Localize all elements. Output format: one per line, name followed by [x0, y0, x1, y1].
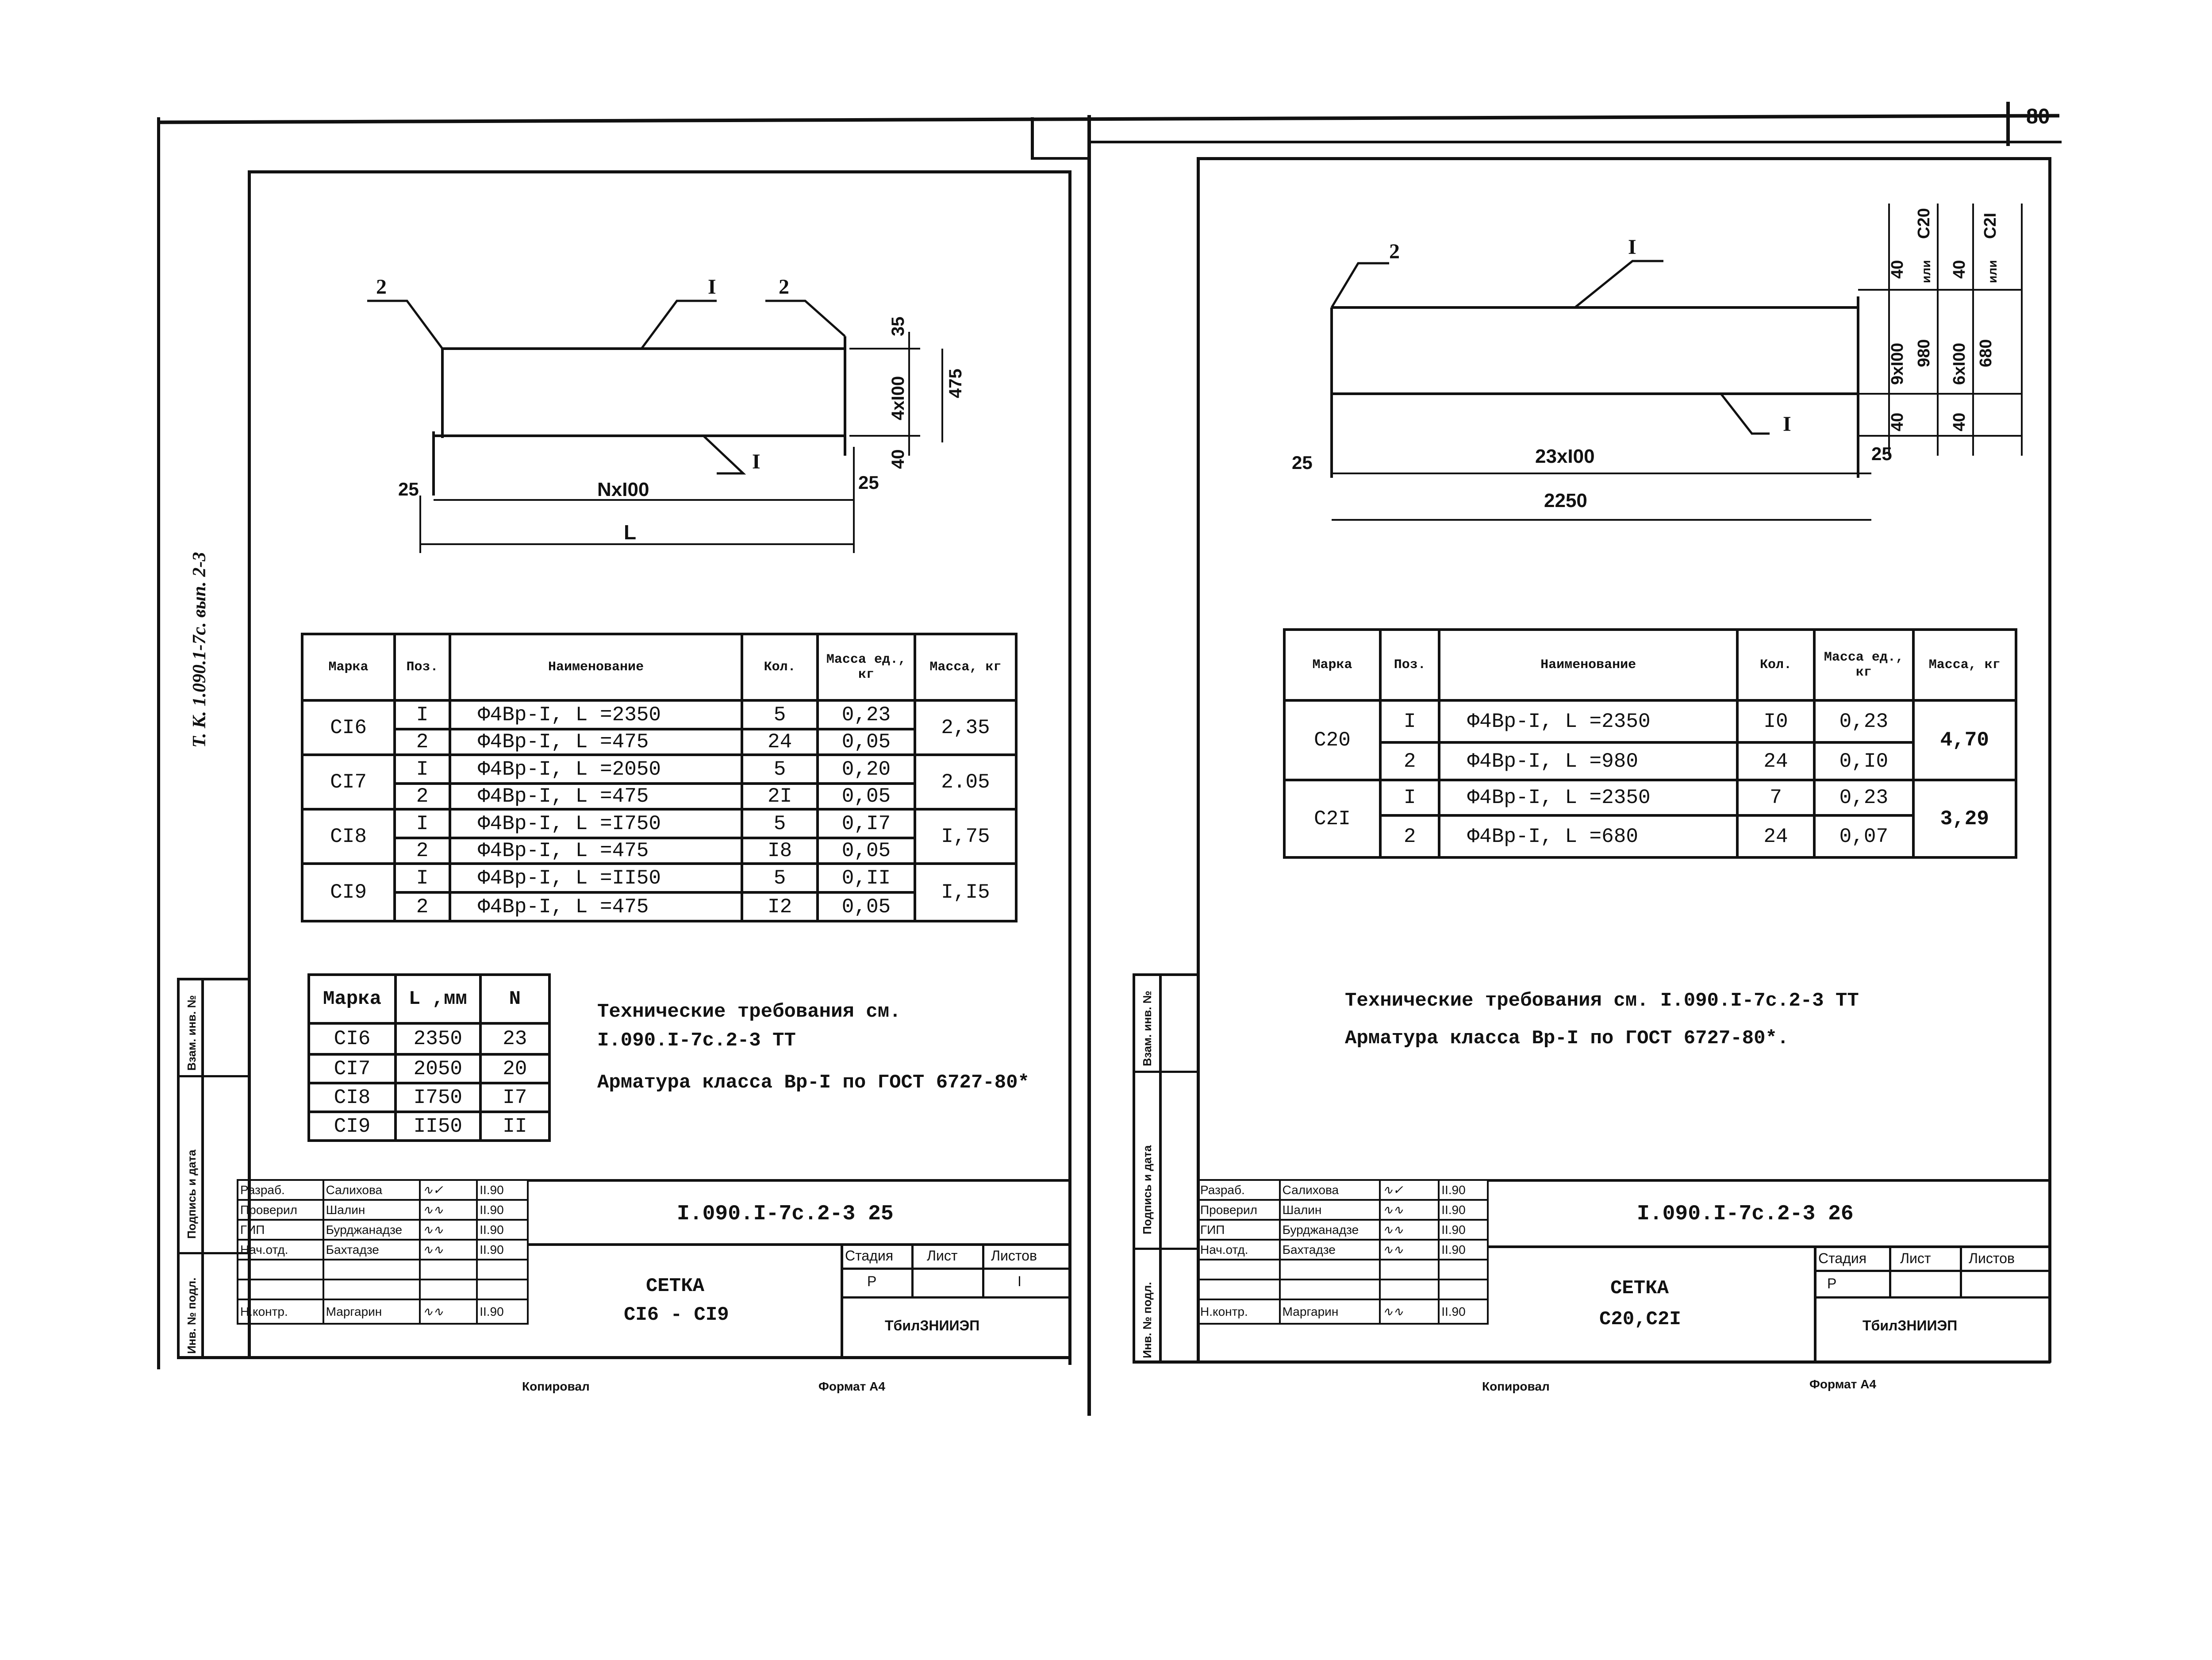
cell-name: Φ4Вр-I, L =2050: [450, 755, 742, 784]
r-dim-or-2: или: [1985, 260, 1999, 283]
cell-pos: 2: [395, 892, 450, 921]
cell-total: 4,70: [1913, 700, 2016, 780]
cell-qty: 2I: [742, 784, 818, 809]
left-title-block-grid: [237, 1179, 529, 1325]
tb-date: II.90: [477, 1240, 528, 1260]
side-strip-line: [177, 978, 180, 1358]
cell-mark: CI7: [302, 755, 395, 809]
title-row: [238, 1260, 528, 1280]
side-box-inv: Инв. № подл.: [185, 1277, 198, 1354]
label-pos2-left: 2: [376, 275, 387, 299]
tb-role: Н.контр.: [1198, 1299, 1280, 1324]
r-dim-c21-bottom: 40: [1950, 412, 1969, 431]
th-n: N: [480, 975, 549, 1023]
left-title-line1: СЕТКА: [646, 1275, 705, 1297]
cell-name: Φ4Вр-I, L =680: [1439, 815, 1737, 857]
tb-signature: ∿✓: [1380, 1180, 1439, 1200]
left-outer-edge: [157, 117, 160, 1369]
tb-signature: ∿∿: [1380, 1220, 1439, 1240]
cell-name: Φ4Вр-I, L =II50: [450, 864, 742, 892]
tb-date: II.90: [477, 1180, 528, 1200]
cell-length: I750: [396, 1083, 480, 1112]
tb-signature: ∿∿: [1380, 1200, 1439, 1220]
tb-date: [477, 1280, 528, 1299]
right-sheet-label: Лист: [1900, 1250, 1931, 1266]
side-strip-line2: [201, 978, 204, 1358]
left-tb-vert: [841, 1243, 843, 1356]
page-number-divider: [2006, 102, 2010, 146]
label-pos1-bottom: I: [752, 450, 760, 473]
tb-role: Разраб.: [238, 1180, 323, 1200]
left-tb-div: [529, 1243, 1071, 1246]
title-row: [1198, 1220, 1488, 1240]
leader-1-bottom: [1721, 394, 1770, 434]
tb-name: Шалин: [323, 1200, 420, 1220]
left-sheet-label: Лист: [927, 1248, 958, 1264]
side-strip-div1: [177, 1075, 248, 1077]
r-dim-c21-top: 40: [1950, 260, 1969, 279]
cell-name: Φ4Вр-I, L =475: [450, 784, 742, 809]
cell-mark: C20: [1284, 700, 1380, 780]
tb-role: Проверил: [1198, 1200, 1280, 1220]
tb-name: [1280, 1280, 1380, 1299]
right-title-block-grid: [1197, 1179, 1489, 1325]
cell-pos: 2: [395, 838, 450, 864]
tb-name: Маргарин: [1280, 1299, 1380, 1324]
cell-pos: 2: [1380, 742, 1440, 780]
dim-left-margin: 25: [398, 479, 419, 500]
r-label-pos1-bottom: I: [1783, 412, 1791, 436]
dim-top-offset: 35: [888, 316, 908, 336]
left-frame-bottom: [177, 1356, 1071, 1359]
th-mark: Марка: [302, 634, 395, 700]
cell-length: 2050: [396, 1054, 480, 1083]
right-frame-bottom: [1133, 1360, 2051, 1364]
cell-length: II50: [396, 1112, 480, 1141]
label-pos2-right: 2: [779, 275, 789, 299]
right-tb-top: [1489, 1179, 2051, 1182]
outer-top-line-right: [1088, 141, 2062, 143]
cell-pos: 2: [395, 784, 450, 809]
table-row: [302, 700, 1016, 729]
cell-unit: 0,05: [818, 784, 915, 809]
dim-spacing: 4xI00: [888, 376, 908, 420]
r-dim-c20-spacing: 9xI00: [1888, 342, 1907, 385]
leader-2-right: [765, 301, 845, 336]
r-dim-c21-height: 680: [1977, 339, 1995, 367]
cell-qty: 5: [742, 700, 818, 729]
tb-date: II.90: [477, 1299, 528, 1324]
th-mass: Масса, кг: [915, 634, 1016, 700]
table-row: [302, 784, 1016, 809]
title-row: [1198, 1260, 1488, 1280]
cell-pos: I: [395, 864, 450, 892]
left-tb-stage-line2: [841, 1296, 1071, 1299]
tb-role: [1198, 1260, 1280, 1280]
tb-role: [238, 1260, 323, 1280]
dim-right-margin: 25: [858, 472, 879, 493]
tb-date: II.90: [1439, 1200, 1488, 1220]
title-row: [238, 1180, 528, 1200]
left-stage-value: Р: [867, 1273, 877, 1289]
table-row: [302, 838, 1016, 864]
side-box-replace: Взам. инв. №: [185, 995, 198, 1071]
cell-total: I,75: [915, 809, 1016, 864]
right-sheets-label: Листов: [1969, 1250, 2015, 1266]
left-tb-stage-v1: [911, 1243, 914, 1296]
cell-total: I,I5: [915, 864, 1016, 921]
right-side-strip-1: [1133, 973, 1135, 1363]
tb-role: Н.контр.: [238, 1299, 323, 1324]
tb-role: Нач.отд.: [238, 1240, 323, 1260]
tb-name: [323, 1260, 420, 1280]
left-frame-right: [1068, 170, 1071, 1365]
table-row: [1284, 742, 2016, 780]
dim-height: 475: [946, 369, 965, 398]
right-side-strip-div2: [1133, 1248, 1199, 1250]
r-dim-left-margin: 25: [1292, 452, 1313, 473]
right-org: ТбилЗНИИЭП: [1863, 1318, 1958, 1333]
cell-pos: I: [395, 755, 450, 784]
tb-name: [1280, 1260, 1380, 1280]
r-dim-right-margin: 25: [1871, 443, 1892, 464]
tb-date: II.90: [1439, 1240, 1488, 1260]
cell-total: 2.05: [915, 755, 1016, 809]
cell-total: 3,29: [1913, 780, 2016, 857]
leader-1-bottom: [703, 436, 743, 473]
title-row: [238, 1280, 528, 1299]
left-note-3: Арматура класса Вр-I по ГОСТ 6727-80*: [597, 1072, 1029, 1094]
th-pos: Поз.: [395, 634, 450, 700]
title-row: [238, 1200, 528, 1220]
tb-name: Шалин: [1280, 1200, 1380, 1220]
tb-name: Бахтадзе: [323, 1240, 420, 1260]
right-side-box-replace: Взам. инв. №: [1141, 991, 1154, 1066]
cell-mark: CI8: [302, 809, 395, 864]
th-mark: Марка: [1284, 630, 1380, 700]
right-side-strip-2: [1159, 973, 1162, 1363]
cell-qty: 5: [742, 755, 818, 784]
right-tb-vert: [1814, 1245, 1816, 1360]
cell-name: Φ4Вр-I, L =I750: [450, 809, 742, 838]
r-dim-or-1: или: [1919, 260, 1933, 283]
left-frame-left: [248, 170, 251, 1356]
cell-pos: I: [395, 700, 450, 729]
cell-n: 23: [480, 1023, 549, 1054]
cell-pos: 2: [1380, 815, 1440, 857]
cell-mark: CI9: [302, 864, 395, 921]
right-frame-right: [2048, 157, 2051, 1363]
table-row: [302, 864, 1016, 892]
cell-total: 2,35: [915, 700, 1016, 755]
tb-role: Проверил: [238, 1200, 323, 1220]
tb-signature: ∿∿: [420, 1299, 477, 1324]
left-footer-format: Формат А4: [818, 1379, 885, 1393]
left-sheets-value: I: [1018, 1273, 1022, 1289]
leader-2: [1332, 263, 1389, 307]
tb-date: [1439, 1280, 1488, 1299]
left-frame-top: [248, 170, 1071, 173]
table-row: [302, 729, 1016, 755]
r-dim-c20-bottom: 40: [1888, 412, 1907, 431]
left-org: ТбилЗНИИЭП: [885, 1318, 980, 1333]
table-row: [1284, 780, 2016, 815]
left-tb-stage-v2: [982, 1243, 984, 1296]
cell-pos: 2: [395, 729, 450, 755]
th-length: L ,мм: [396, 975, 480, 1023]
cell-unit: 0,23: [1814, 780, 1913, 815]
th-name: Наименование: [1439, 630, 1737, 700]
cell-qty: 5: [742, 864, 818, 892]
right-side-strip-div1: [1133, 1071, 1199, 1073]
left-mesh-drawing: [354, 265, 995, 575]
right-title-line2: C20,C2I: [1599, 1308, 1681, 1330]
cell-mark: CI6: [302, 700, 395, 755]
cell-name: Φ4Вр-I, L =2350: [1439, 780, 1737, 815]
r-dim-c21-label: C2I: [1981, 212, 2000, 239]
cell-name: Φ4Вр-I, L =2350: [1439, 700, 1737, 742]
right-footer-format: Формат А4: [1809, 1377, 1876, 1391]
cell-unit: 0,07: [1814, 815, 1913, 857]
tb-name: [323, 1280, 420, 1299]
cell-pos: I: [1380, 700, 1440, 742]
title-row: [1198, 1299, 1488, 1324]
side-box-signature: Подпись и дата: [185, 1149, 198, 1239]
tb-signature: ∿∿: [420, 1200, 477, 1220]
cell-qty: 24: [1737, 742, 1814, 780]
cell-mark: CI8: [309, 1083, 396, 1112]
right-tb-stage-line: [1814, 1270, 2051, 1272]
table-row: [309, 1112, 549, 1141]
cell-qty: 7: [1737, 780, 1814, 815]
cell-n: II: [480, 1112, 549, 1141]
right-stage-value: Р: [1827, 1276, 1837, 1291]
th-mark: Марка: [309, 975, 396, 1023]
th-unit-mass: Масса ед., кг: [1814, 630, 1913, 700]
cell-n: I7: [480, 1083, 549, 1112]
title-row: [1198, 1280, 1488, 1299]
left-stage-label: Стадия: [845, 1248, 894, 1264]
r-label-pos2: 2: [1389, 240, 1400, 263]
cell-unit: 0,05: [818, 892, 915, 921]
center-fold-line: [1087, 115, 1091, 1416]
table-row: [302, 809, 1016, 838]
tb-name: Салихова: [1280, 1180, 1380, 1200]
cell-unit: 0,I0: [1814, 742, 1913, 780]
table-row: [1284, 700, 2016, 742]
cell-pos: I: [1380, 780, 1440, 815]
th-mass: Масса, кг: [1913, 630, 2016, 700]
r-dim-length: 2250: [1544, 490, 1587, 511]
cell-qty: 5: [742, 809, 818, 838]
right-spec-table: [1283, 628, 2017, 859]
title-row: [238, 1240, 528, 1260]
tb-role: [1198, 1280, 1280, 1299]
cell-name: Φ4Вр-I, L =475: [450, 729, 742, 755]
cell-qty: 24: [742, 729, 818, 755]
r-dim-c20-label: C20: [1915, 208, 1933, 239]
left-tb-top: [529, 1179, 1071, 1182]
cell-unit: 0,05: [818, 729, 915, 755]
tb-date: [1439, 1260, 1488, 1280]
cell-qty: I2: [742, 892, 818, 921]
cell-unit: 0,II: [818, 864, 915, 892]
cell-unit: 0,20: [818, 755, 915, 784]
tb-signature: ∿✓: [420, 1180, 477, 1200]
left-spec-table: [301, 633, 1018, 922]
leader-2-left: [367, 301, 442, 349]
title-row: [1198, 1240, 1488, 1260]
tb-signature: ∿∿: [1380, 1299, 1439, 1324]
right-stage-label: Стадия: [1818, 1250, 1867, 1266]
cell-mark: CI7: [309, 1054, 396, 1083]
th-unit-mass: Масса ед., кг: [818, 634, 915, 700]
tb-signature: ∿∿: [420, 1240, 477, 1260]
left-note-2: I.090.I-7с.2-3 ТТ: [597, 1030, 796, 1052]
right-tb-stage-v1: [1889, 1245, 1891, 1296]
right-note-2: Арматура класса Вр-I по ГОСТ 6727-80*.: [1345, 1027, 1789, 1049]
tb-role: ГИП: [1198, 1220, 1280, 1240]
dim-bottom-offset: 40: [888, 449, 908, 469]
cell-name: Φ4Вр-I, L =475: [450, 838, 742, 864]
side-stamp: Т. К. 1.090.1-7с. вып. 2-3: [189, 552, 210, 748]
right-footer-copied: Копировал: [1482, 1379, 1550, 1393]
left-sheets-label: Листов: [991, 1248, 1037, 1264]
cell-name: Φ4Вр-I, L =980: [1439, 742, 1737, 780]
right-side-box-inv: Инв. № подл.: [1141, 1282, 1154, 1358]
cell-mark: CI9: [309, 1112, 396, 1141]
title-row: [1198, 1200, 1488, 1220]
label-pos1-top: I: [708, 275, 716, 299]
cell-unit: 0,23: [1814, 700, 1913, 742]
tb-name: Бурджанадзе: [1280, 1220, 1380, 1240]
tb-name: Салихова: [323, 1180, 420, 1200]
cell-qty: I0: [1737, 700, 1814, 742]
right-title-line1: СЕТКА: [1610, 1277, 1669, 1299]
cell-name: Φ4Вр-I, L =475: [450, 892, 742, 921]
th-qty: Кол.: [1737, 630, 1814, 700]
tb-role: ГИП: [238, 1220, 323, 1240]
left-top-stub2: [1031, 157, 1088, 160]
right-tb-stage-line2: [1814, 1296, 2051, 1299]
right-doc-code: I.090.I-7с.2-3 26: [1637, 1202, 1854, 1226]
table-row: [309, 1054, 549, 1083]
left-note-1: Технические требования см.: [597, 1001, 901, 1023]
tb-name: Бурджанадзе: [323, 1220, 420, 1240]
table-row: [309, 1023, 549, 1054]
r-dim-c20-height: 980: [1915, 339, 1933, 367]
tb-date: II.90: [1439, 1180, 1488, 1200]
leader-1-top: [641, 301, 717, 349]
left-footer-copied: Копировал: [522, 1379, 590, 1393]
r-dim-span: 23xI00: [1535, 446, 1595, 467]
tb-date: II.90: [477, 1200, 528, 1220]
right-tb-stage-v2: [1960, 1245, 1962, 1296]
cell-n: 20: [480, 1054, 549, 1083]
table-row: [309, 1083, 549, 1112]
dim-span: NxI00: [597, 479, 649, 500]
tb-date: II.90: [1439, 1299, 1488, 1324]
table-row: [302, 892, 1016, 921]
r-dim-c21-spacing: 6xI00: [1950, 342, 1969, 385]
r-label-pos1-top: I: [1628, 235, 1636, 259]
tb-role: Разраб.: [1198, 1180, 1280, 1200]
outer-top-line: [157, 114, 2059, 124]
r-dim-c20-top: 40: [1888, 260, 1907, 279]
table-row: [302, 755, 1016, 784]
cell-mark: CI6: [309, 1023, 396, 1054]
tb-signature: ∿∿: [420, 1220, 477, 1240]
right-note-1: Технические требования см. I.090.I-7с.2-3 ТТ: [1345, 990, 1859, 1012]
cell-unit: 0,05: [818, 838, 915, 864]
left-top-stub: [1031, 117, 1034, 159]
tb-name: Маргарин: [323, 1299, 420, 1324]
cell-mark: C2I: [1284, 780, 1380, 857]
th-pos: Поз.: [1380, 630, 1440, 700]
title-row: [238, 1299, 528, 1324]
cell-unit: 0,23: [818, 700, 915, 729]
title-row: [238, 1220, 528, 1240]
cell-name: Φ4Вр-I, L =2350: [450, 700, 742, 729]
tb-date: II.90: [1439, 1220, 1488, 1240]
th-name: Наименование: [450, 634, 742, 700]
cell-qty: 24: [1737, 815, 1814, 857]
th-qty: Кол.: [742, 634, 818, 700]
tb-signature: ∿∿: [1380, 1240, 1439, 1260]
tb-role: [238, 1280, 323, 1299]
dim-length-label: L: [624, 521, 637, 544]
table-row: [1284, 815, 2016, 857]
left-tb-stage-line: [841, 1268, 1071, 1270]
cell-qty: I8: [742, 838, 818, 864]
right-side-strip-top: [1133, 973, 1199, 976]
left-marks-table: [307, 973, 551, 1142]
right-frame-top: [1197, 157, 2051, 160]
leader-1-top: [1575, 261, 1663, 307]
right-tb-div: [1489, 1245, 2051, 1248]
tb-date: [477, 1260, 528, 1280]
cell-unit: 0,I7: [818, 809, 915, 838]
tb-name: Бахтадзе: [1280, 1240, 1380, 1260]
tb-role: Нач.отд.: [1198, 1240, 1280, 1260]
right-side-box-signature: Подпись и дата: [1141, 1145, 1154, 1234]
title-row: [1198, 1180, 1488, 1200]
side-strip-top: [177, 978, 248, 980]
cell-pos: I: [395, 809, 450, 838]
cell-length: 2350: [396, 1023, 480, 1054]
left-title-line2: CI6 - CI9: [624, 1304, 729, 1326]
left-doc-code: I.090.I-7с.2-3 25: [677, 1202, 894, 1226]
tb-date: II.90: [477, 1220, 528, 1240]
